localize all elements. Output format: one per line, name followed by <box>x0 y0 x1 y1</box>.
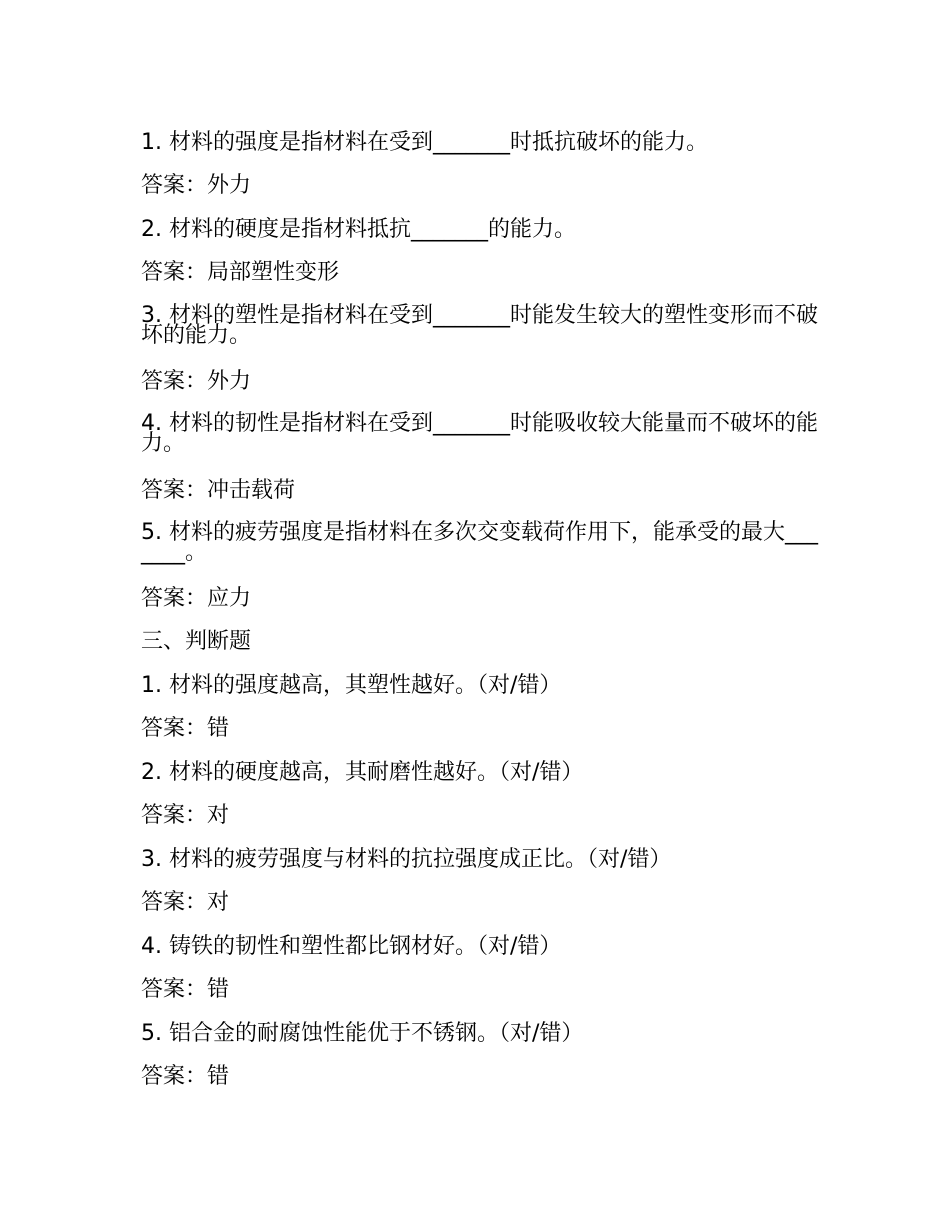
tf-answer-4: 答案：错 <box>141 977 230 1002</box>
fill-answer-2: 答案：局部塑性变形 <box>141 260 340 285</box>
tf-question-1: 1. 材料的强度越高，其塑性越好。（对/错） <box>141 673 562 698</box>
fill-question-5: 5. 材料的疲劳强度是指材料在多次交变载荷作用下，能承受的最大_______。 <box>141 520 818 565</box>
tf-answer-5: 答案：错 <box>141 1064 230 1089</box>
tf-question-5: 5. 铝合金的耐腐蚀性能优于不锈钢。（对/错） <box>141 1021 584 1046</box>
tf-answer-1: 答案：错 <box>141 716 230 741</box>
fill-question-3: 3. 材料的塑性是指材料在受到_______时能发生较大的塑性变形而不破坏的能力。 <box>141 303 818 348</box>
tf-answer-3: 答案：对 <box>141 890 230 915</box>
fill-answer-1: 答案：外力 <box>141 173 252 198</box>
section-title: 三、判断题 <box>141 629 252 654</box>
tf-answer-2: 答案：对 <box>141 803 230 828</box>
fill-question-4: 4. 材料的韧性是指材料在受到_______时能吸收较大能量而不破坏的能力。 <box>141 411 818 456</box>
fill-answer-4: 答案：冲击载荷 <box>141 478 296 503</box>
fill-question-2: 2. 材料的硬度是指材料抵抗_______的能力。 <box>141 217 576 242</box>
tf-question-2: 2. 材料的硬度越高，其耐磨性越好。（对/错） <box>141 760 584 785</box>
tf-question-3: 3. 材料的疲劳强度与材料的抗拉强度成正比。（对/错） <box>141 847 672 872</box>
fill-answer-5: 答案：应力 <box>141 586 252 611</box>
fill-question-1: 1. 材料的强度是指材料在受到_______时抵抗破坏的能力。 <box>141 130 708 155</box>
fill-answer-3: 答案：外力 <box>141 369 252 394</box>
tf-question-4: 4. 铸铁的韧性和塑性都比钢材好。（对/错） <box>141 934 562 959</box>
